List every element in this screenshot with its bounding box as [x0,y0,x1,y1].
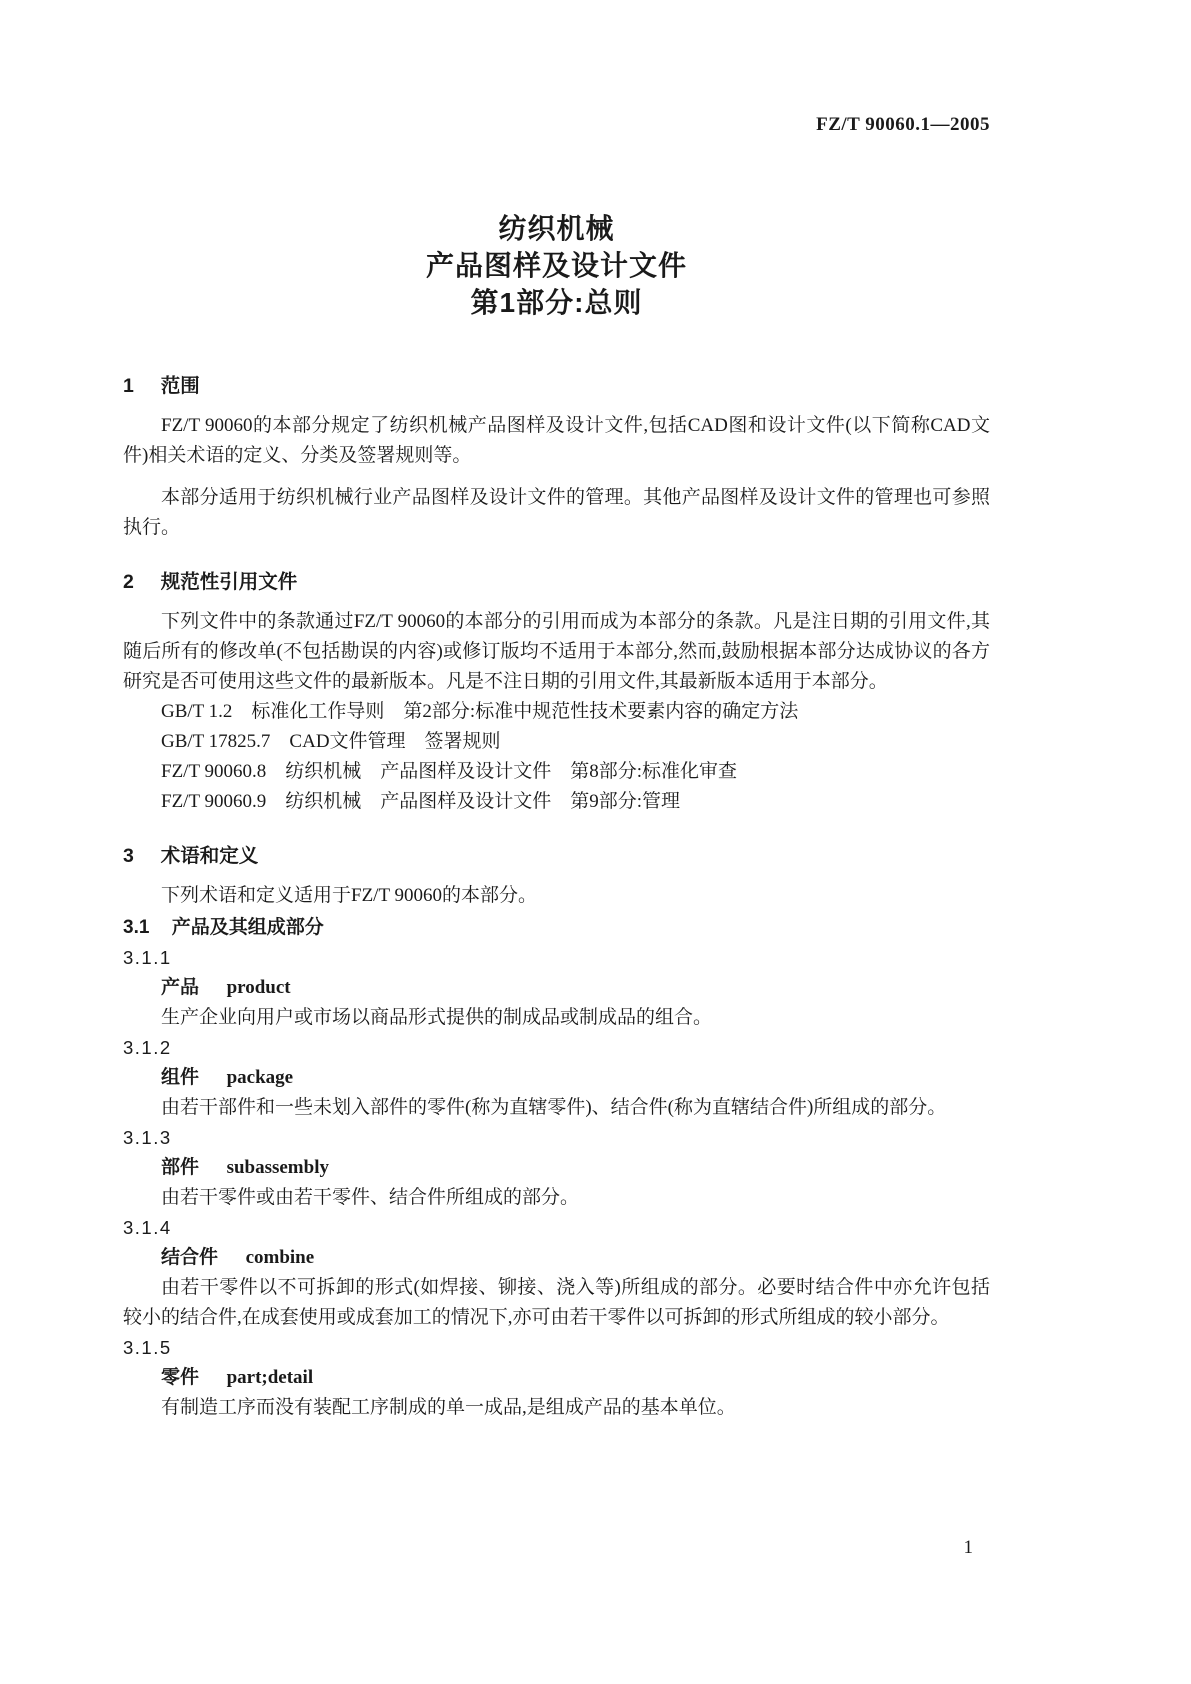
term-definition: 由若干部件和一些未划入部件的零件(称为直辖零件)、结合件(称为直辖结合件)所组成的部分。 [161,1097,947,1118]
term-chinese: 零件 [161,1367,200,1388]
term-entry-product [123,943,990,1033]
term-definition: 有制造工序而没有装配工序制成的单一成品,是组成产品的基本单位。 [161,1397,736,1418]
scope-paragraph-2: 本部分适用于纺织机械行业产品图样及设计文件的管理。其他产品图样及设计文件的管理也可参照执行。 [123,487,990,538]
subsection-number: 3.1 [123,917,150,938]
term-heading [123,1363,990,1393]
reference-item-3: FZ/T 90060.8 纺织机械 产品图样及设计文件 第8部分:标准化审查 [161,761,737,782]
section-scope-heading [123,373,990,399]
clause-number: 3.1.2 [123,1037,172,1058]
term-heading [123,973,990,1003]
section-terms [123,843,990,1423]
term-heading [123,1243,990,1273]
term-heading [123,1153,990,1183]
section-terms-number: 3 [123,845,134,867]
reference-item-1: GB/T 1.2 标准化工作导则 第2部分:标准中规范性技术要素内容的确定方法 [161,701,799,722]
term-english: combine [245,1247,315,1268]
term-entry-subassembly [123,1123,990,1213]
clause-number: 3.1.1 [123,947,172,968]
term-entry-part [123,1333,990,1423]
reference-item-4: FZ/T 90060.9 纺织机械 产品图样及设计文件 第9部分:管理 [161,791,680,812]
subsection-title: 产品及其组成部分 [171,917,324,938]
term-heading [123,1063,990,1093]
term-chinese: 产品 [161,977,200,998]
section-references-heading [123,569,990,595]
term-chinese: 结合件 [161,1247,219,1268]
section-terms-title: 术语和定义 [160,845,259,867]
term-chinese: 部件 [161,1157,200,1178]
section-terms-heading [123,843,990,869]
term-english: product [226,977,291,998]
term-definition: 由若干零件或由若干零件、结合件所组成的部分。 [161,1187,580,1208]
page-number: 1 [963,1537,973,1558]
reference-item-2: GB/T 17825.7 CAD文件管理 签署规则 [161,731,501,752]
section-references-title: 规范性引用文件 [160,571,298,593]
term-definition: 由若干零件以不可拆卸的形式(如焊接、铆接、浇入等)所组成的部分。必要时结合件中亦允许包括较小的结合件,在成套使用或成套加工的情况下,亦可由若干零件以可拆卸的形式所组成的较小部分。 [123,1277,990,1328]
section-scope-number: 1 [123,375,134,397]
section-scope-title: 范围 [160,375,200,397]
title-line-3: 第1部分:总则 [470,287,643,318]
term-english: subassembly [226,1157,329,1178]
subsection-heading [123,913,990,943]
term-english: part;detail [226,1367,314,1388]
section-references [123,569,990,817]
title-line-2: 产品图样及设计文件 [425,250,687,281]
document-title [123,210,990,321]
section-references-number: 2 [123,571,134,593]
scope-paragraph-1: FZ/T 90060的本部分规定了纺织机械产品图样及设计文件,包括CAD图和设计文件(以下简称CAD文件)相关术语的定义、分类及签署规则等。 [123,415,990,466]
term-chinese: 组件 [161,1067,200,1088]
section-scope [123,373,990,543]
clause-number: 3.1.5 [123,1337,172,1358]
term-definition: 生产企业向用户或市场以商品形式提供的制成品或制成品的组合。 [161,1007,713,1028]
references-intro-paragraph: 下列文件中的条款通过FZ/T 90060的本部分的引用而成为本部分的条款。凡是注日期的引用文件,其随后所有的修改单(不包括勘误的内容)或修订版均不适用于本部分,然而,鼓励根据本部分达成协议的各方研究是否可使用这些文件的最新版本。凡是不注日期的引用文件,其最新版本适用于本部分。 [123,611,990,692]
document-header [123,112,990,138]
term-entry-combine [123,1213,990,1333]
title-line-1: 纺织机械 [498,213,615,244]
page-footer [964,1538,974,1558]
clause-number: 3.1.3 [123,1127,172,1148]
standard-code: FZ/T 90060.1—2005 [816,114,990,135]
terms-intro-paragraph: 下列术语和定义适用于FZ/T 90060的本部分。 [161,885,537,906]
term-entry-package [123,1033,990,1123]
clause-number: 3.1.4 [123,1217,172,1238]
term-english: package [226,1067,294,1088]
